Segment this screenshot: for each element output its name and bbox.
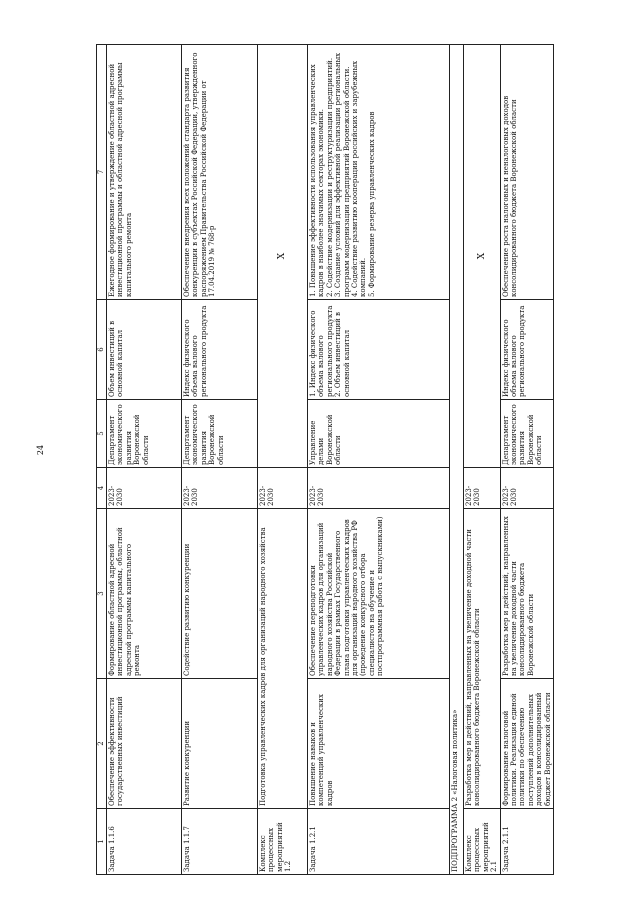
cell-complex-name: Разработка мер и действий, направленных на увеличение доходной части консолидированного бюджета Воронежской области xyxy=(464,509,501,809)
cell-task-name: Формирование налоговой политики. Реализация единой политики по обеспечению поступлений дополнительных доходов в консолидированный бюджет Воронежской области xyxy=(500,679,553,809)
cell-task-id: Задача 2.1.1 xyxy=(500,809,553,875)
program-measures-table xyxy=(96,44,554,875)
cell-period: 2023-2030 xyxy=(107,468,182,509)
cell-period: 2023-2030 xyxy=(182,468,258,509)
cell-task-id: Задача 1.1.6 xyxy=(107,809,182,875)
table-row-complex-2-1 xyxy=(464,45,501,875)
cell-indicator: Объем инвестиций в основной капитал xyxy=(107,300,182,400)
cell-complex-id: Комплекс процессных мероприятий 1.2 xyxy=(258,809,308,875)
cell-indicator: Индекс физического объема валового регионального продукта xyxy=(182,300,258,400)
header-cell-3: 3 xyxy=(97,509,107,679)
cell-task-id: Задача 1.2.1 xyxy=(308,809,450,875)
header-cell-1: 1 xyxy=(97,809,107,875)
cell-task-name: Повышение навыков и компетенций управленческих кадров xyxy=(308,679,450,809)
cell-responsible: Департамент экономического развития Воронежской области xyxy=(182,400,258,468)
table-row-task-1-1-6 xyxy=(107,45,182,875)
cell-period: 2023-2030 xyxy=(308,468,450,509)
header-row xyxy=(97,45,107,875)
cell-not-applicable: X xyxy=(464,45,501,468)
cell-period: 2023-2030 xyxy=(258,468,308,509)
table-row-complex-1-2 xyxy=(258,45,308,875)
cell-indicator: Индекс физического объема валового регионального продукта xyxy=(500,300,553,400)
cell-period: 2023-2030 xyxy=(464,468,501,509)
table-row-subprogram-2 xyxy=(450,45,464,875)
cell-complex-name: Подготовка управленческих кадров для организаций народного хозяйства xyxy=(258,509,308,809)
cell-responsible: Департамент экономического развития Воронежской области xyxy=(107,400,182,468)
cell-task-id: Задача 1.1.7 xyxy=(182,809,258,875)
cell-task-name: Развитие конкуренции xyxy=(182,679,258,809)
cell-task-name: Обеспечение эффективности государственных инвестиций xyxy=(107,679,182,809)
cell-indicator: 1. Индекс физического объема валового регионального продукта 2. Объем инвестиций в основной капитал xyxy=(308,300,450,400)
header-cell-4: 4 xyxy=(97,468,107,509)
cell-result: Обеспечение внедрения всех положений стандарта развития конкуренции в субъектах Российской Федерации, утвержденного распоряжением Правительства Российской Федерации от 17.04.2019 № 768-р xyxy=(182,45,258,300)
cell-not-applicable: X xyxy=(258,45,308,468)
cell-measure: Разработка мер и действий, направленных на увеличение доходной части консолидированного бюджета Воронежской области xyxy=(500,509,553,679)
cell-result: Обеспечение роста налоговых и неналоговых доходов консолидированного бюджета Воронежской области xyxy=(500,45,553,300)
header-cell-6: 6 xyxy=(97,300,107,400)
cell-measure: Формирование областной адресной инвестиционной программы, областной адресной программы капитального ремонта xyxy=(107,509,182,679)
cell-period: 2023-2030 xyxy=(500,468,553,509)
cell-complex-id: Комплекс процессных мероприятий 2.1 xyxy=(464,809,501,875)
header-cell-7: 7 xyxy=(97,45,107,300)
cell-measure: Содействие развитию конкуренции xyxy=(182,509,258,679)
table-row-task-1-1-7 xyxy=(182,45,258,875)
cell-responsible: Департамент экономического развития Воронежской области xyxy=(500,400,553,468)
cell-measure: Обеспечение переподготовки управленческих кадров для организаций народного хозяйства Российской Федерации в рамках Государственного плана подготовки управленческих кадров для организаций народного хозяйства РФ (проведение конкурсного отбора специалистов на обучение и постпрограммная работа с выпускниками) xyxy=(308,509,450,679)
cell-responsible: Управление делами Воронежской области xyxy=(308,400,450,468)
subprogram-title: ПОДПРОГРАММА 2 «Налоговая политика» xyxy=(450,45,464,875)
table-row-task-1-2-1 xyxy=(308,45,450,875)
cell-result: 1. Повышение эффективности использования управленческих кадров в наиболее значимых секторах экономики. 2. Содействие модернизации и реструктуризации предприятий. 3. Создание условий для эффективной реализации региональных программ модернизации предприятий Воронежской области. 4. Содействие развитию кооперации российских и зарубежных компаний. 5. Формирование резерва управленческих кадров xyxy=(308,45,450,300)
header-cell-5: 5 xyxy=(97,400,107,468)
cell-result: Ежегодное формирование и утверждение областной адресной инвестиционной программы и областной адресной программы капитального ремонта xyxy=(107,45,182,300)
rotated-table-sheet xyxy=(96,45,552,875)
page-number: 24 xyxy=(36,444,46,456)
header-cell-2: 2 xyxy=(97,679,107,809)
table-rotation-frame xyxy=(96,45,552,875)
table-row-task-2-1-1 xyxy=(500,45,553,875)
